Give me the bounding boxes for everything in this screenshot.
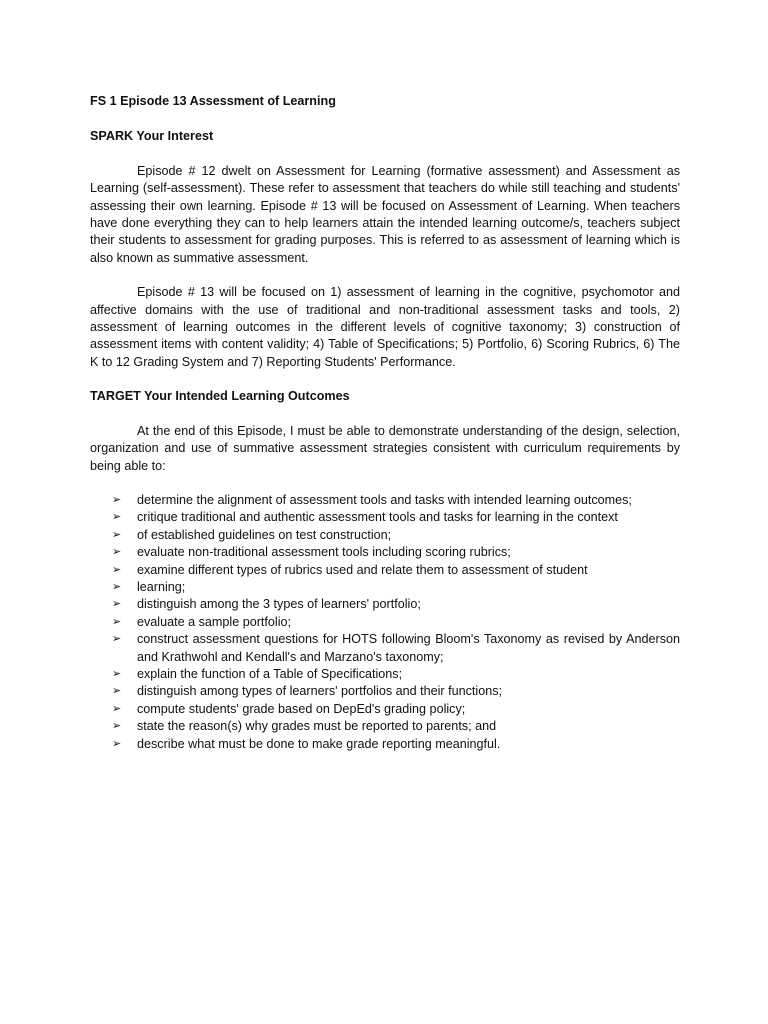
list-item-text: state the reason(s) why grades must be reported to parents; and [137, 719, 497, 734]
list-item [90, 701, 680, 718]
paragraph-spark-1: Episode # 12 dwelt on Assessment for Learning (formative assessment) and Assessment as Learning (self-assessment). These refer to assessment that teachers do while still teaching and students' assessing their own learning. Episode # 13 will be focused on Assessment of Learning. When teachers have done everything they can to help learners attain the intended learning outcome/s, teachers subject their students to assessment for grading purposes. This is referred to as assessment of learning which is also known as summative assessment. [90, 163, 680, 265]
arrowhead-bullet-icon: ➢ [112, 702, 122, 715]
arrowhead-bullet-icon: ➢ [112, 528, 122, 541]
paragraph-spark-2: Episode # 13 will be focused on 1) assessment of learning in the cognitive, psychomotor and affective domains with the use of traditional and non-traditional assessment tasks and tools, 2) assessment of learning outcomes in the different levels of cognitive taxonomy; 3) construction of assessment items with content validity; 4) Table of Specifications; 5) Portfolio, 6) Scoring Rubrics, 6) The K to 12 Grading System and 7) Reporting Students' Performance. [90, 285, 680, 369]
list-item-text: explain the function of a Table of Specifications; [137, 666, 403, 681]
document-title: FS 1 Episode 13 Assessment of Learning [90, 94, 336, 108]
list-item-text: compute students' grade based on DepEd's grading policy; [137, 701, 466, 716]
list-item [90, 527, 680, 544]
list-item-text: evaluate a sample portfolio; [137, 614, 292, 629]
list-item-text: distinguish among types of learners' portfolios and their functions; [137, 684, 503, 699]
list-item [90, 492, 680, 509]
list-item-text: examine different types of rubrics used and relate them to assessment of student [137, 562, 588, 577]
arrowhead-bullet-icon: ➢ [112, 580, 122, 593]
arrowhead-bullet-icon: ➢ [112, 737, 122, 750]
list-item [90, 596, 680, 613]
arrowhead-bullet-icon: ➢ [112, 598, 122, 611]
arrowhead-bullet-icon: ➢ [112, 685, 122, 698]
list-item-text: construct assessment questions for HOTS following Bloom's Taxonomy as revised by Anderson and Krathwohl and Kendall's and Marzano's taxonomy; [137, 632, 680, 664]
arrowhead-bullet-icon: ➢ [112, 720, 122, 733]
list-item-text: determine the alignment of assessment tools and tasks with intended learning outcomes; [137, 492, 632, 507]
list-item [90, 579, 680, 596]
list-item [90, 631, 680, 666]
list-item-text: describe what must be done to make grade reporting meaningful. [137, 736, 501, 751]
list-item [90, 614, 680, 631]
list-item [90, 736, 680, 753]
arrowhead-bullet-icon: ➢ [112, 493, 122, 506]
list-item [90, 666, 680, 683]
list-item-text: critique traditional and authentic assessment tools and tasks for learning in the context [137, 510, 618, 525]
list-item-text: learning; [137, 579, 186, 594]
arrowhead-bullet-icon: ➢ [112, 633, 122, 646]
list-item [90, 562, 680, 579]
arrowhead-bullet-icon: ➢ [112, 667, 122, 680]
list-item-text: distinguish among the 3 types of learners' portfolio; [137, 597, 421, 612]
paragraph-target-1: At the end of this Episode, I must be able to demonstrate understanding of the design, selection, organization and use of summative assessment strategies consistent with curriculum requirements by being able to: [90, 423, 680, 473]
learning-outcomes-list [90, 492, 680, 753]
list-item-text: of established guidelines on test construction; [137, 527, 392, 542]
arrowhead-bullet-icon: ➢ [112, 546, 122, 559]
section-heading-target: TARGET Your Intended Learning Outcomes [90, 389, 350, 404]
list-item [90, 509, 680, 526]
list-item [90, 544, 680, 561]
list-item-text: evaluate non-traditional assessment tools including scoring rubrics; [137, 545, 511, 560]
section-heading-spark: SPARK Your Interest [90, 129, 214, 144]
arrowhead-bullet-icon: ➢ [112, 563, 122, 576]
arrowhead-bullet-icon: ➢ [112, 511, 122, 524]
arrowhead-bullet-icon: ➢ [112, 615, 122, 628]
list-item [90, 683, 680, 700]
list-item [90, 718, 680, 735]
